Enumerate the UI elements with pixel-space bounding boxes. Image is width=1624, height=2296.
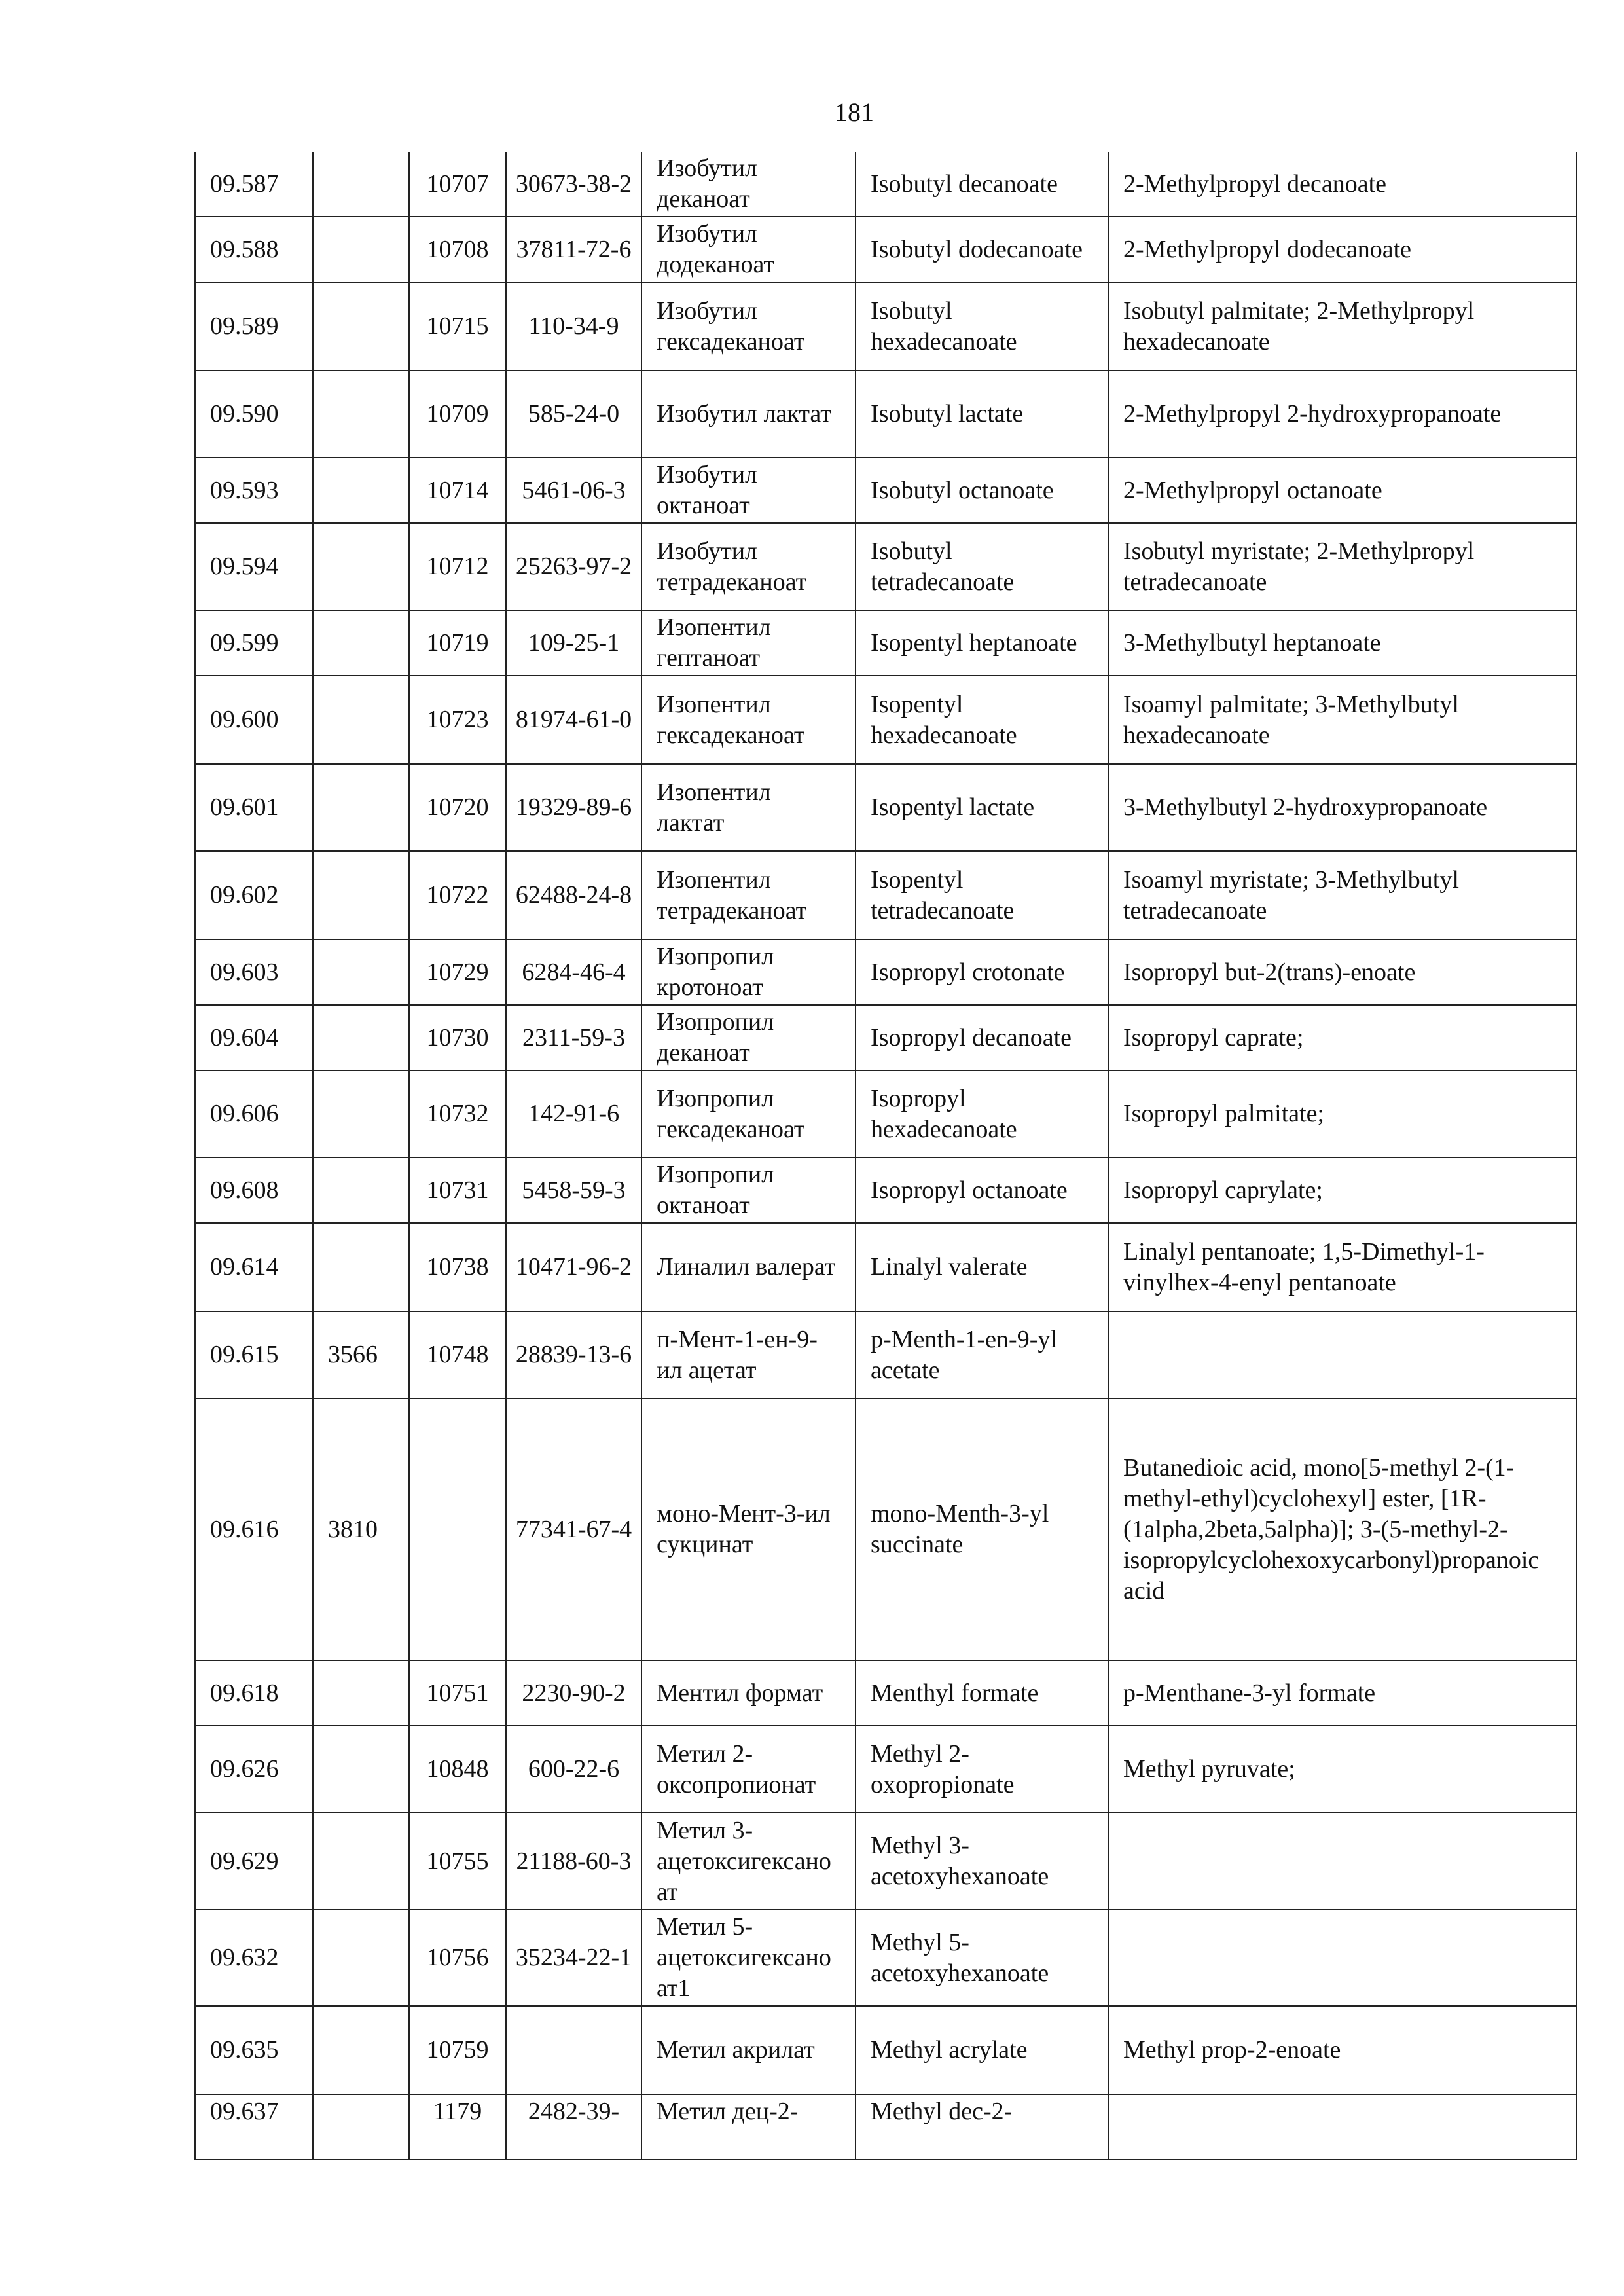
table-row <box>195 1660 1576 1726</box>
synonyms-cell: Isobutyl myristate; 2-Methylpropyl tetradecanoate <box>1108 523 1576 610</box>
cas-number-cell: 2311-59-3 <box>506 1005 641 1070</box>
coe-number-cell: 10722 <box>409 851 506 939</box>
jecfa-number-cell <box>313 1660 409 1726</box>
cas-number-cell: 30673-38-2 <box>506 152 641 217</box>
fl-number-cell: 09.606 <box>195 1070 313 1157</box>
coe-number-cell: 10723 <box>409 676 506 764</box>
russian-name-cell: Изопентил лактат <box>641 764 856 851</box>
synonyms-cell: 3-Methylbutyl heptanoate <box>1108 610 1576 676</box>
cas-number-cell: 77341-67-4 <box>506 1398 641 1660</box>
jecfa-number-cell: 3566 <box>313 1311 409 1398</box>
table-row <box>195 1398 1576 1660</box>
synonyms-cell <box>1108 2094 1576 2160</box>
russian-name-cell: Метил акрилат <box>641 2006 856 2094</box>
cas-number-cell: 2230-90-2 <box>506 1660 641 1726</box>
jecfa-number-cell <box>313 851 409 939</box>
english-name-cell: Isobutyl decanoate <box>856 152 1108 217</box>
table-row <box>195 371 1576 458</box>
jecfa-number-cell <box>313 458 409 523</box>
synonyms-cell: Butanedioic acid, mono[5-methyl 2-(1-methyl-ethyl)cyclohexyl] ester, [1R-(1alpha,2beta,5alpha)]; 3-(5-methyl-2-isopropylcyclohexoxycarbonyl)propanoic acid <box>1108 1398 1576 1660</box>
russian-name-cell: Изобутил гексадеканоат <box>641 282 856 371</box>
table-row <box>195 282 1576 371</box>
english-name-cell: Methyl 5-acetoxyhexanoate <box>856 1910 1108 2006</box>
coe-number-cell: 10729 <box>409 939 506 1005</box>
jecfa-number-cell <box>313 1157 409 1223</box>
fl-number-cell: 09.604 <box>195 1005 313 1070</box>
english-name-cell: Methyl acrylate <box>856 2006 1108 2094</box>
jecfa-number-cell <box>313 152 409 217</box>
english-name-cell: Isobutyl tetradecanoate <box>856 523 1108 610</box>
english-name-cell: Methyl 2-oxopropionate <box>856 1726 1108 1813</box>
fl-number-cell: 09.590 <box>195 371 313 458</box>
synonyms-cell: p-Menthane-3-yl formate <box>1108 1660 1576 1726</box>
cas-number-cell: 109-25-1 <box>506 610 641 676</box>
cas-number-cell: 6284-46-4 <box>506 939 641 1005</box>
fl-number-cell: 09.616 <box>195 1398 313 1660</box>
english-name-cell: mono-Menth-3-yl succinate <box>856 1398 1108 1660</box>
english-name-cell: Isobutyl dodecanoate <box>856 217 1108 282</box>
fl-number-cell: 09.588 <box>195 217 313 282</box>
coe-number-cell: 10751 <box>409 1660 506 1726</box>
russian-name-cell: Метил 5-ацетоксигексаноат1 <box>641 1910 856 2006</box>
synonyms-cell: Isoamyl palmitate; 3-Methylbutyl hexadecanoate <box>1108 676 1576 764</box>
coe-number-cell: 10732 <box>409 1070 506 1157</box>
english-name-cell: Methyl 3-acetoxyhexanoate <box>856 1813 1108 1910</box>
coe-number-cell: 10738 <box>409 1223 506 1311</box>
flavouring-substances-table <box>194 152 1577 2160</box>
english-name-cell: p-Menth-1-en-9-yl acetate <box>856 1311 1108 1398</box>
fl-number-cell: 09.600 <box>195 676 313 764</box>
jecfa-number-cell <box>313 2094 409 2160</box>
russian-name-cell: Изопропил кротоноат <box>641 939 856 1005</box>
fl-number-cell: 09.626 <box>195 1726 313 1813</box>
synonyms-cell: Isopropyl caprate; <box>1108 1005 1576 1070</box>
coe-number-cell: 10715 <box>409 282 506 371</box>
synonyms-cell: 2-Methylpropyl octanoate <box>1108 458 1576 523</box>
synonyms-cell: Linalyl pentanoate; 1,5-Dimethyl-1-vinylhex-4-enyl pentanoate <box>1108 1223 1576 1311</box>
synonyms-cell: Isopropyl but-2(trans)-enoate <box>1108 939 1576 1005</box>
cas-number-cell: 110-34-9 <box>506 282 641 371</box>
russian-name-cell: моно-Мент-3-ил сукцинат <box>641 1398 856 1660</box>
table-row <box>195 1157 1576 1223</box>
synonyms-cell: Isoamyl myristate; 3-Methylbutyl tetradecanoate <box>1108 851 1576 939</box>
table-row <box>195 217 1576 282</box>
synonyms-cell: 3-Methylbutyl 2-hydroxypropanoate <box>1108 764 1576 851</box>
english-name-cell: Isopropyl crotonate <box>856 939 1108 1005</box>
english-name-cell: Isobutyl hexadecanoate <box>856 282 1108 371</box>
english-name-cell: Menthyl formate <box>856 1660 1108 1726</box>
synonyms-cell: Methyl prop-2-enoate <box>1108 2006 1576 2094</box>
cas-number-cell: 81974-61-0 <box>506 676 641 764</box>
cas-number-cell: 28839-13-6 <box>506 1311 641 1398</box>
fl-number-cell: 09.603 <box>195 939 313 1005</box>
russian-name-cell: Изопропил гексадеканоат <box>641 1070 856 1157</box>
coe-number-cell <box>409 1398 506 1660</box>
synonyms-cell <box>1108 1813 1576 1910</box>
fl-number-cell: 09.618 <box>195 1660 313 1726</box>
coe-number-cell: 10719 <box>409 610 506 676</box>
fl-number-cell: 09.587 <box>195 152 313 217</box>
jecfa-number-cell <box>313 523 409 610</box>
table-row <box>195 523 1576 610</box>
fl-number-cell: 09.615 <box>195 1311 313 1398</box>
table-row <box>195 458 1576 523</box>
jecfa-number-cell <box>313 1910 409 2006</box>
russian-name-cell: Метил 3-ацетоксигексаноат <box>641 1813 856 1910</box>
coe-number-cell: 10756 <box>409 1910 506 2006</box>
cas-number-cell: 19329-89-6 <box>506 764 641 851</box>
table-row <box>195 1726 1576 1813</box>
fl-number-cell: 09.637 <box>195 2094 313 2160</box>
russian-name-cell: Изобутил деканоат <box>641 152 856 217</box>
russian-name-cell: Изопентил гексадеканоат <box>641 676 856 764</box>
english-name-cell: Isobutyl octanoate <box>856 458 1108 523</box>
english-name-cell: Isobutyl lactate <box>856 371 1108 458</box>
jecfa-number-cell <box>313 1223 409 1311</box>
cas-number-cell: 585-24-0 <box>506 371 641 458</box>
russian-name-cell: п-Мент-1-ен-9-ил ацетат <box>641 1311 856 1398</box>
jecfa-number-cell <box>313 1726 409 1813</box>
table-row <box>195 1813 1576 1910</box>
coe-number-cell: 10755 <box>409 1813 506 1910</box>
russian-name-cell: Ментил формат <box>641 1660 856 1726</box>
jecfa-number-cell <box>313 1005 409 1070</box>
fl-number-cell: 09.593 <box>195 458 313 523</box>
cas-number-cell: 5458-59-3 <box>506 1157 641 1223</box>
jecfa-number-cell <box>313 217 409 282</box>
jecfa-number-cell <box>313 610 409 676</box>
english-name-cell: Linalyl valerate <box>856 1223 1108 1311</box>
synonyms-cell: Methyl pyruvate; <box>1108 1726 1576 1813</box>
jecfa-number-cell <box>313 1813 409 1910</box>
table-row <box>195 1311 1576 1398</box>
russian-name-cell: Изобутил додеканоат <box>641 217 856 282</box>
coe-number-cell: 10759 <box>409 2006 506 2094</box>
coe-number-cell: 10848 <box>409 1726 506 1813</box>
english-name-cell: Methyl dec-2- <box>856 2094 1108 2160</box>
table-row <box>195 676 1576 764</box>
english-name-cell: Isopentyl hexadecanoate <box>856 676 1108 764</box>
table-row <box>195 1070 1576 1157</box>
fl-number-cell: 09.589 <box>195 282 313 371</box>
fl-number-cell: 09.632 <box>195 1910 313 2006</box>
russian-name-cell: Линалил валерат <box>641 1223 856 1311</box>
table-row <box>195 764 1576 851</box>
fl-number-cell: 09.594 <box>195 523 313 610</box>
jecfa-number-cell <box>313 676 409 764</box>
coe-number-cell: 10730 <box>409 1005 506 1070</box>
cas-number-cell: 62488-24-8 <box>506 851 641 939</box>
synonyms-cell: Isopropyl caprylate; <box>1108 1157 1576 1223</box>
coe-number-cell: 1179 <box>409 2094 506 2160</box>
fl-number-cell: 09.601 <box>195 764 313 851</box>
russian-name-cell: Изобутил лактат <box>641 371 856 458</box>
russian-name-cell: Метил дец-2- <box>641 2094 856 2160</box>
synonyms-cell: 2-Methylpropyl 2-hydroxypropanoate <box>1108 371 1576 458</box>
jecfa-number-cell <box>313 764 409 851</box>
cas-number-cell: 25263-97-2 <box>506 523 641 610</box>
jecfa-number-cell: 3810 <box>313 1398 409 1660</box>
coe-number-cell: 10731 <box>409 1157 506 1223</box>
jecfa-number-cell <box>313 282 409 371</box>
coe-number-cell: 10748 <box>409 1311 506 1398</box>
table-row <box>195 1223 1576 1311</box>
synonyms-cell <box>1108 1311 1576 1398</box>
coe-number-cell: 10709 <box>409 371 506 458</box>
cas-number-cell <box>506 2006 641 2094</box>
jecfa-number-cell <box>313 2006 409 2094</box>
english-name-cell: Isopentyl lactate <box>856 764 1108 851</box>
russian-name-cell: Изопентил гептаноат <box>641 610 856 676</box>
table-row <box>195 2094 1576 2160</box>
english-name-cell: Isopentyl heptanoate <box>856 610 1108 676</box>
russian-name-cell: Изопентил тетрадеканоат <box>641 851 856 939</box>
english-name-cell: Isopentyl tetradecanoate <box>856 851 1108 939</box>
coe-number-cell: 10720 <box>409 764 506 851</box>
table-row <box>195 2006 1576 2094</box>
synonyms-cell: 2-Methylpropyl decanoate <box>1108 152 1576 217</box>
fl-number-cell: 09.608 <box>195 1157 313 1223</box>
english-name-cell: Isopropyl octanoate <box>856 1157 1108 1223</box>
coe-number-cell: 10714 <box>409 458 506 523</box>
jecfa-number-cell <box>313 939 409 1005</box>
russian-name-cell: Изопропил деканоат <box>641 1005 856 1070</box>
fl-number-cell: 09.614 <box>195 1223 313 1311</box>
english-name-cell: Isopropyl hexadecanoate <box>856 1070 1108 1157</box>
cas-number-cell: 10471-96-2 <box>506 1223 641 1311</box>
synonyms-cell: Isobutyl palmitate; 2-Methylpropyl hexadecanoate <box>1108 282 1576 371</box>
synonyms-cell: Isopropyl palmitate; <box>1108 1070 1576 1157</box>
russian-name-cell: Изобутил тетрадеканоат <box>641 523 856 610</box>
fl-number-cell: 09.599 <box>195 610 313 676</box>
cas-number-cell: 5461-06-3 <box>506 458 641 523</box>
table-row <box>195 1910 1576 2006</box>
jecfa-number-cell <box>313 1070 409 1157</box>
table-row <box>195 939 1576 1005</box>
table-row <box>195 152 1576 217</box>
russian-name-cell: Метил 2-оксопропионат <box>641 1726 856 1813</box>
fl-number-cell: 09.629 <box>195 1813 313 1910</box>
synonyms-cell <box>1108 1910 1576 2006</box>
russian-name-cell: Изобутил октаноат <box>641 458 856 523</box>
cas-number-cell: 600-22-6 <box>506 1726 641 1813</box>
table-row <box>195 1005 1576 1070</box>
cas-number-cell: 142-91-6 <box>506 1070 641 1157</box>
fl-number-cell: 09.602 <box>195 851 313 939</box>
table-row <box>195 610 1576 676</box>
cas-number-cell: 35234-22-1 <box>506 1910 641 2006</box>
fl-number-cell: 09.635 <box>195 2006 313 2094</box>
coe-number-cell: 10707 <box>409 152 506 217</box>
cas-number-cell: 2482-39- <box>506 2094 641 2160</box>
cas-number-cell: 37811-72-6 <box>506 217 641 282</box>
coe-number-cell: 10712 <box>409 523 506 610</box>
english-name-cell: Isopropyl decanoate <box>856 1005 1108 1070</box>
russian-name-cell: Изопропил октаноат <box>641 1157 856 1223</box>
cas-number-cell: 21188-60-3 <box>506 1813 641 1910</box>
table-row <box>195 851 1576 939</box>
synonyms-cell: 2-Methylpropyl dodecanoate <box>1108 217 1576 282</box>
jecfa-number-cell <box>313 371 409 458</box>
coe-number-cell: 10708 <box>409 217 506 282</box>
page-number: 181 <box>835 98 874 127</box>
